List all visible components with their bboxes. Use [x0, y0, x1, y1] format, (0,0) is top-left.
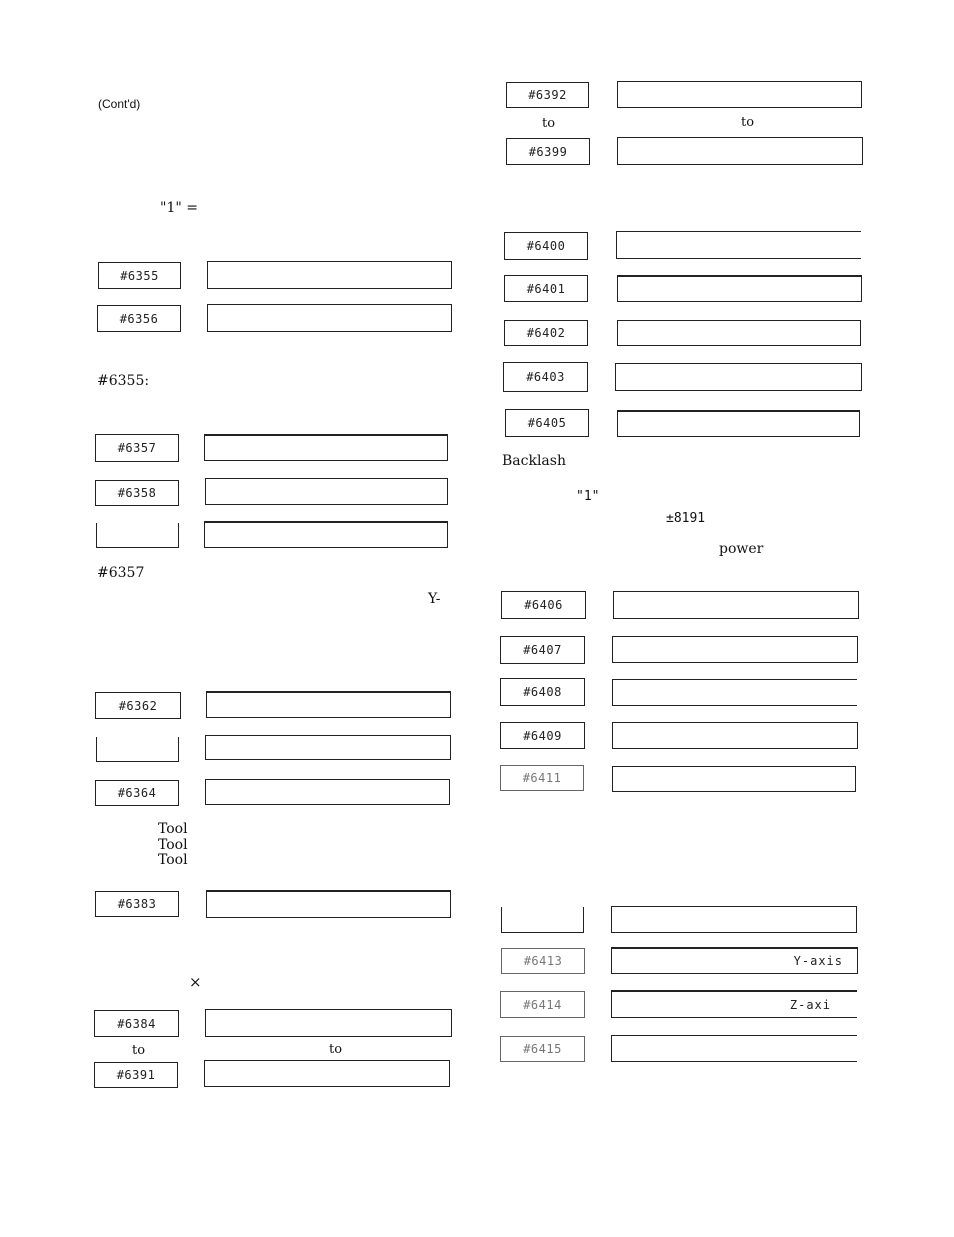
param-box-6391: #6391 — [94, 1062, 178, 1088]
value-box-blank — [204, 521, 448, 548]
param-box-6402: #6402 — [504, 320, 588, 346]
unit-note-right: "1" — [576, 489, 600, 504]
param-box-6401: #6401 — [504, 275, 588, 302]
value-box-6413 — [611, 947, 858, 974]
value-box-6411 — [612, 766, 856, 792]
param-box-6358: #6358 — [95, 480, 179, 506]
note-6357: #6357 — [97, 565, 145, 581]
range-to-left: to — [132, 1043, 146, 1058]
value-box-6355 — [207, 261, 452, 289]
param-box-6355: #6355 — [98, 262, 181, 289]
value-box-6414 — [611, 990, 857, 1018]
value-box-6392 — [617, 81, 862, 108]
param-box-6413: #6413 — [501, 948, 585, 974]
value-box-6384 — [205, 1009, 452, 1037]
param-box-blank-2 — [96, 737, 179, 762]
param-box-6399: #6399 — [506, 138, 590, 165]
unit-note: "1" = — [160, 200, 198, 216]
param-box-6362: #6362 — [95, 692, 181, 719]
param-box-6400: #6400 — [504, 232, 588, 260]
value-box-6399 — [617, 137, 863, 165]
param-box-6408: #6408 — [500, 678, 585, 706]
param-box-6383: #6383 — [95, 891, 179, 917]
value-box-6358 — [205, 478, 448, 505]
value-box-6402 — [617, 320, 861, 346]
param-box-6406: #6406 — [501, 591, 586, 619]
param-box-6405: #6405 — [505, 409, 589, 437]
tool-label-3: Tool — [158, 852, 188, 868]
tool-label-2: Tool — [158, 837, 188, 853]
param-box-6414: #6414 — [500, 991, 585, 1018]
param-box-6364: #6364 — [95, 780, 179, 806]
range-to-left-value: to — [329, 1042, 343, 1057]
param-box-6415: #6415 — [500, 1036, 585, 1062]
note-6355: #6355: — [97, 373, 150, 389]
param-box-6403: #6403 — [503, 362, 588, 392]
value-box-blank-right — [611, 906, 857, 933]
value-box-6408 — [612, 679, 857, 706]
value-box-6400 — [616, 231, 861, 259]
y-axis-note: Y- — [428, 591, 441, 607]
param-box-6411: #6411 — [500, 765, 584, 791]
param-box-6407: #6407 — [500, 636, 585, 664]
times-symbol: × — [189, 973, 202, 991]
param-box-6392: #6392 — [506, 82, 589, 108]
value-box-6391 — [204, 1060, 450, 1087]
axis-z-label: Z-axi — [789, 997, 831, 1012]
value-box-6362 — [206, 691, 451, 718]
tool-label-1: Tool — [158, 821, 188, 837]
value-box-6409 — [612, 722, 858, 749]
value-box-6357 — [204, 434, 448, 461]
value-box-6356 — [207, 304, 452, 332]
backlash-label: Backlash — [502, 453, 566, 469]
value-box-6415 — [611, 1035, 857, 1062]
param-box-6356: #6356 — [97, 305, 181, 332]
param-box-6384: #6384 — [94, 1010, 179, 1037]
param-box-6409: #6409 — [500, 722, 585, 749]
range-note: ±8191 — [666, 511, 706, 526]
cont-label: (Cont'd) — [98, 97, 141, 111]
value-box-blank-2 — [205, 735, 451, 760]
range-to-right: to — [542, 116, 556, 131]
value-box-6364 — [205, 779, 450, 805]
value-box-6407 — [612, 636, 858, 663]
axis-y-label: Y-axis — [793, 954, 843, 968]
value-box-6403 — [615, 363, 862, 391]
param-box-6357: #6357 — [95, 434, 179, 462]
value-box-6406 — [613, 591, 859, 619]
power-note: power — [719, 541, 764, 557]
param-box-blank — [96, 523, 179, 548]
value-box-6383 — [206, 890, 451, 918]
param-box-blank-right — [501, 907, 584, 933]
range-to-right-value: to — [741, 115, 755, 130]
value-box-6405 — [617, 410, 860, 437]
value-box-6401 — [617, 275, 862, 302]
